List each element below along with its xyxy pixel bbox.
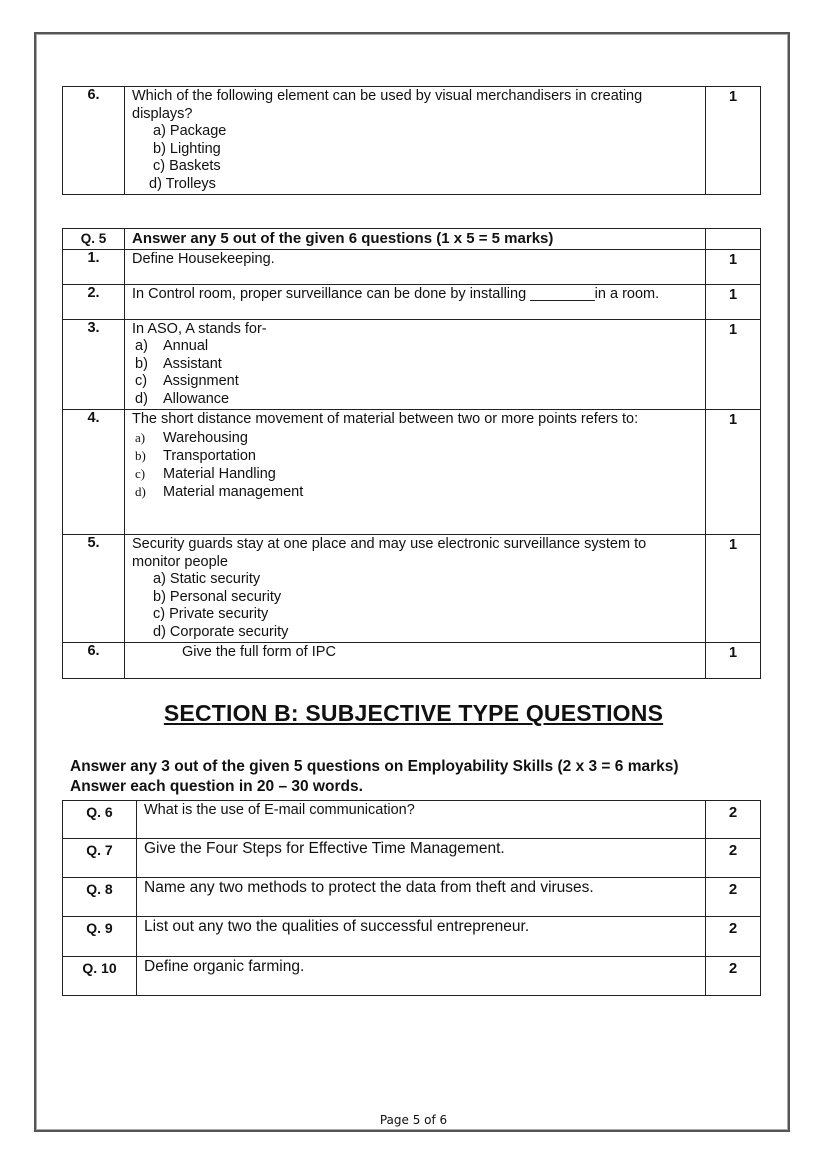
question-number: Q. 8 [63,878,137,917]
option: a) Package [153,123,227,139]
table-row [63,917,761,957]
table-row [63,284,761,319]
option: c) Baskets [153,158,221,174]
table-row [63,87,761,195]
marks: 1 [706,643,761,679]
question-text: List out any two the qualities of successful entrepreneur. [137,917,706,957]
option: d) Trolleys [149,175,216,192]
page-number: Page 5 of 6 [379,1113,448,1127]
option: c) Assignment [135,373,239,389]
option: a) Static security [153,571,261,587]
table-header-row [63,229,761,250]
instruction-line: Answer each question in 20 – 30 words. [70,778,363,795]
q5-header: Answer any 5 out of the given 6 questions (1 x 5 = 5 marks) [125,229,706,250]
question-cell [125,410,706,535]
table-row [63,535,761,643]
question-number: Q. 7 [63,839,137,878]
marks: 2 [706,801,761,839]
question-text: Which of the following element can be used by visual merchandisers in creating displays? [132,88,643,122]
table-row [63,957,761,996]
option: c) Private security [153,606,269,622]
question-number: Q. 9 [63,917,137,957]
option: d) Material management [135,483,304,500]
option: c) Material Handling [135,465,276,482]
question-text: What is the use of E-mail communication? [137,801,706,839]
marks: 2 [706,917,761,957]
question-text: Define Housekeeping. [125,249,706,284]
question-number: 3. [63,319,125,410]
table-row [63,249,761,284]
option: b) Assistant [135,355,222,372]
question-text: Define organic farming. [137,957,706,996]
option: b) Lighting [153,140,221,157]
marks: 2 [706,878,761,917]
question-text: The short distance movement of material between two or more points refers to: [132,411,639,427]
question-text: Give the Four Steps for Effective Time Management. [137,839,706,878]
q5-label: Q. 5 [63,229,125,250]
table-row [63,410,761,535]
question-number: 4. [63,410,125,535]
instruction-line: Answer any 3 out of the given 5 questions on Employability Skills (2 x 3 = 6 marks) [70,758,679,775]
question-cell [125,319,706,410]
table-row [63,643,761,679]
option: d) Allowance [135,390,230,407]
q5-table [62,228,761,679]
option: b) Transportation [135,447,256,464]
marks: 1 [706,319,761,410]
table-row [63,839,761,878]
question-text: Give the full form of IPC [125,643,706,679]
marks: 1 [706,87,761,195]
marks: 1 [706,284,761,319]
question-table-top [62,86,761,195]
marks: 2 [706,839,761,878]
marks-empty [706,229,761,250]
question-number: 6. [63,87,125,195]
table-row [63,878,761,917]
marks: 1 [706,535,761,643]
question-text: Security guards stay at one place and may use electronic surveillance system to monitor people [132,536,647,570]
question-number: 2. [63,284,125,319]
question-number: Q. 6 [63,801,137,839]
table-row [63,801,761,839]
marks: 2 [706,957,761,996]
page-footer [0,1113,827,1127]
question-text: Name any two methods to protect the data from theft and viruses. [137,878,706,917]
question-text: In ASO, A stands for- [132,320,267,337]
question-number: 5. [63,535,125,643]
question-number: 6. [63,643,125,679]
option: d) Corporate security [153,623,289,640]
table-row [63,319,761,410]
question-cell [125,87,706,195]
question-number: Q. 10 [63,957,137,996]
option: a) Annual [135,338,209,354]
question-text: In Control room, proper surveillance can be done by installing ________in a room. [125,284,706,319]
section-title: SECTION B: SUBJECTIVE TYPE QUESTIONS [163,700,664,726]
section-b-table [62,800,761,996]
marks: 1 [706,249,761,284]
option: a) Warehousing [135,429,248,446]
option: b) Personal security [153,588,282,605]
marks: 1 [706,410,761,535]
question-cell [125,535,706,643]
question-number: 1. [63,249,125,284]
